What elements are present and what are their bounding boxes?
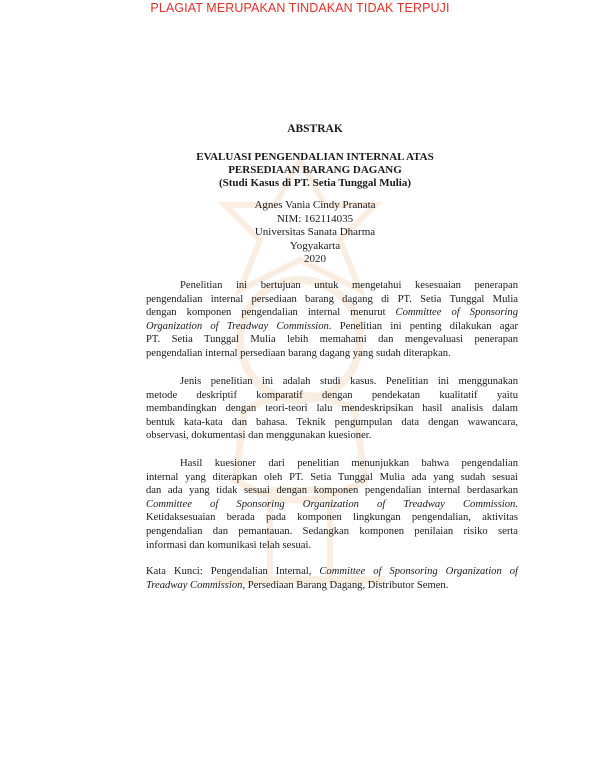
paragraph-line: informasi dan komunikasi telah sesuai. (146, 539, 312, 551)
title-line-2: PERSEDIAAN BARANG DAGANG (228, 164, 402, 176)
paragraph-line: pengendalian dan pemantauan. Sedangkan komponen penilaian risiko serta (146, 525, 518, 537)
paragraph-text: dengan komponen pengendalian internal menurut (146, 307, 396, 319)
paragraph-line: pengendalian internal persediaan barang dagang yang sudah diterapkan. (146, 347, 451, 359)
paragraph-line: bentuk kata-kata dan bahasa. Teknik pengumpulan data dengan wawancara, (146, 416, 518, 428)
author-nim: NIM: 162114035 (276, 212, 354, 225)
author-name: Agnes Vania Cindy Pranata (254, 199, 376, 211)
paragraph-line: Jenis penelitian ini adalah studi kasus. Penelitian ini menggunakan (180, 376, 518, 387)
title-line-1: EVALUASI PENGENDALIAN INTERNAL ATAS (196, 151, 434, 163)
paragraph-italic-text: Committee of Sponsoring (395, 307, 518, 319)
keywords-line (146, 579, 518, 593)
title-line-3: (Studi Kasus di PT. Setia Tunggal Mulia) (218, 177, 412, 189)
paragraph-italic-line: Committee of Sponsoring Organization of Treadway Commission. (146, 498, 518, 510)
keywords-italic-text: Treadway Commission (146, 579, 243, 591)
paragraph-line: Penelitian ini bertujuan untuk mengetahui kesesuaian penerapan (180, 280, 518, 291)
paragraph-line: dan ada yang tidak sesuai dengan komponen pengendalian internal berdasarkan (146, 485, 518, 497)
paragraph-line (146, 306, 518, 320)
author-year: 2020 (304, 253, 326, 265)
abstract-paragraph-3 (146, 457, 518, 552)
keywords-italic-text: Committee of Sponsoring Organization of (319, 566, 518, 577)
paragraph-line: Ketidaksesuaian berada pada komponen lingkungan pengendalian, aktivitas (146, 512, 518, 524)
abstract-paragraph-2 (146, 375, 518, 443)
paragraph-line: internal yang diterapkan oleh PT. Setia Tunggal Mulia ada yang sudah sesuai (146, 471, 518, 483)
paragraph-italic-text: Organization of Treadway Commission. (146, 320, 332, 332)
author-city: Yogyakarta (289, 239, 341, 252)
paragraph-line: pengendalian internal persediaan barang dagang di PT. Setia Tunggal Mulia (146, 293, 518, 305)
abstract-heading: ABSTRAK (287, 123, 343, 135)
keywords-text: Kata Kunci: Pengendalian Internal, (146, 566, 320, 577)
paragraph-line: observasi, dokumentasi dan menggunakan kuesioner. (146, 430, 372, 442)
thesis-title (0, 151, 600, 190)
paragraph-line (146, 320, 518, 334)
abstract-paragraph-1 (146, 279, 518, 361)
keywords-line (146, 565, 518, 579)
paragraph-line: PT. Setia Tunggal Mulia lebih memahami dan mengevaluasi penerapan (146, 334, 518, 346)
plagiarism-warning: PLAGIAT MERUPAKAN TINDAKAN TIDAK TERPUJI (150, 1, 450, 15)
author-info (0, 199, 600, 267)
keywords (146, 565, 518, 592)
keywords-text: , Persediaan Barang Dagang, Distributor Semen. (242, 579, 449, 591)
author-university: Universitas Sanata Dharma (254, 226, 376, 238)
paragraph-text: Penelitian ini penting dilakukan agar (331, 320, 518, 332)
paragraph-line: Hasil kuesioner dari penelitian menunjukkan bahwa pengendalian (180, 458, 518, 469)
paragraph-line: membandingkan dengan teori-teori lalu mendeskripsikan hasil analisis dalam (146, 403, 518, 415)
paragraph-line: metode deskriptif komparatif dengan pendekatan kualitatif yaitu (146, 389, 518, 401)
